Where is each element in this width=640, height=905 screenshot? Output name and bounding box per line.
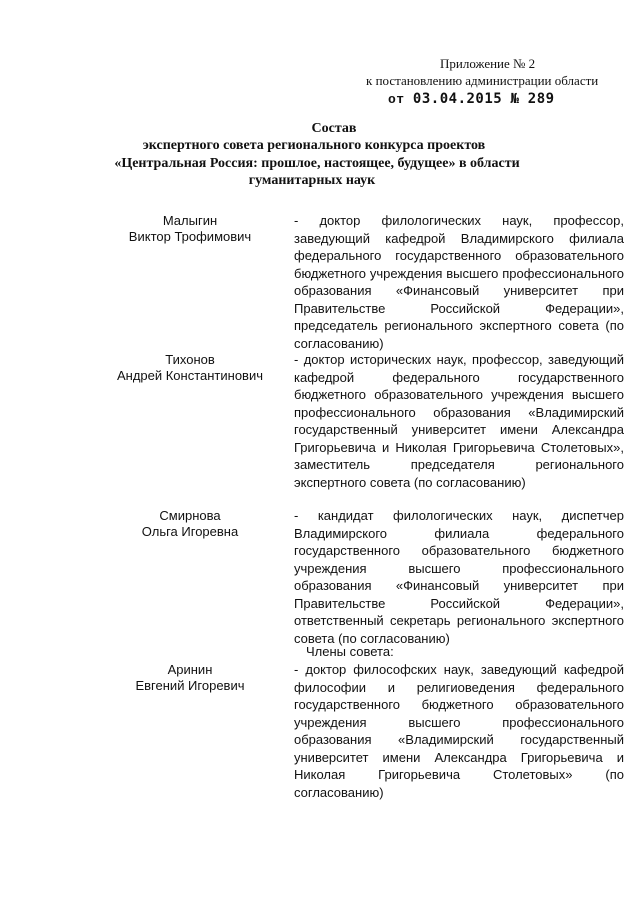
person-given-names: Ольга Игоревна xyxy=(141,524,239,539)
person-name-3 xyxy=(100,508,280,540)
person-description-4: - доктор философских наук, заведующий кафедрой философии и религиоведения федерального государственного бюджетного образовательного учреждения высшего профессионального образования «Владимирский государственный университет имени Александра Григорьевича и Николая Григорьевича Столетовых» (по согласованию) xyxy=(294,662,624,800)
person-surname: Малыгин xyxy=(162,213,218,228)
person-surname: Смирнова xyxy=(159,508,221,523)
heading-line-4: гуманитарных наук xyxy=(248,173,376,188)
resolution-date: 03.04.2015 xyxy=(412,91,503,107)
date-prefix: от xyxy=(388,92,405,107)
person-name-1 xyxy=(100,213,280,245)
heading-line-2: экспертного совета регионального конкурса проектов xyxy=(142,138,486,153)
person-given-names: Виктор Трофимович xyxy=(128,229,252,244)
person-surname: Аринин xyxy=(167,662,213,677)
heading-line-3: «Центральная Россия: прошлое, настоящее, будущее» в области xyxy=(114,156,520,171)
appendix-resolution-ref: к постановлению администрации области xyxy=(366,73,599,88)
person-name-2 xyxy=(100,352,280,384)
appendix-date-line xyxy=(388,92,628,107)
person-description-2: - доктор исторических наук, профессор, заведующий кафедрой федерального государственного бюджетного образовательного учреждения высшего профессионального образования «Владимирский государственный университет имени Александра Григорьевича и Николая Григорьевича Столетовых», заместитель председателя регионального экспертного совета (по согласованию) xyxy=(294,352,624,490)
number-prefix: № xyxy=(510,91,520,107)
appendix-title: Приложение № 2 xyxy=(440,56,536,71)
person-given-names: Евгений Игоревич xyxy=(135,678,245,693)
person-description-1: - доктор филологических наук, профессор, заведующий кафедрой Владимирского филиала федерального государственного образовательного бюджетного учреждения высшего профессионального образования «Финансовый университет при Правительстве Российской Федерации», председатель регионального экспертного совета (по согласованию) xyxy=(294,213,624,351)
person-given-names: Андрей Константинович xyxy=(116,368,264,383)
heading-line-1: Состав xyxy=(311,121,357,136)
members-label: Члены совета: xyxy=(306,644,394,659)
person-description-3: - кандидат филологических наук, диспетчер Владимирского филиала федерального государственного образовательного бюджетного учреждения высшего профессионального образования «Финансовый университет при Правительстве Российской Федерации», ответственный секретарь регионального экспертного совета (по согласованию) xyxy=(294,508,624,646)
person-name-4 xyxy=(100,662,280,694)
resolution-number: 289 xyxy=(527,91,555,107)
person-surname: Тихонов xyxy=(165,352,215,367)
